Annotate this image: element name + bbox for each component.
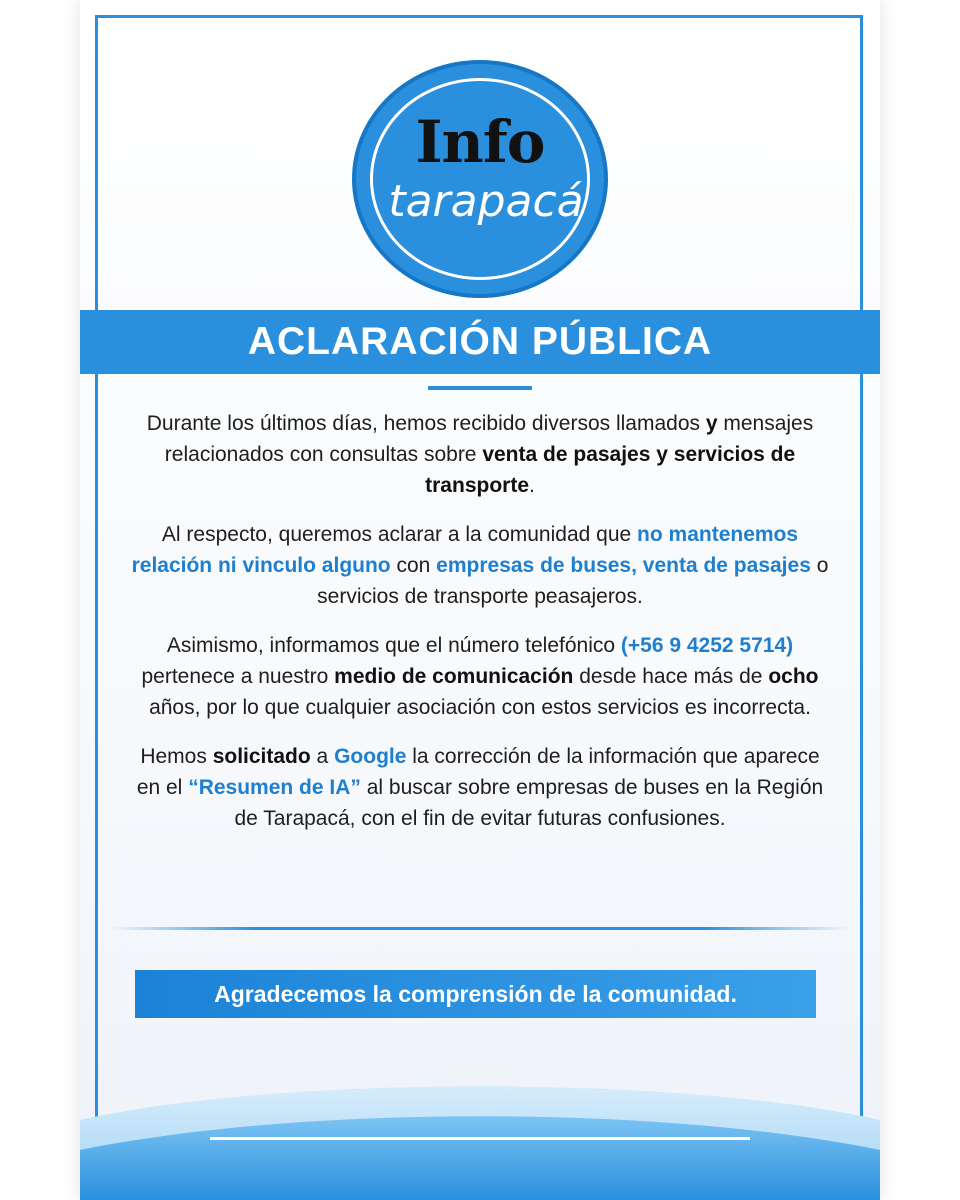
p2-text-1: Al respecto, queremos aclarar a la comunidad que xyxy=(161,523,638,546)
paragraph-4 xyxy=(130,741,830,834)
paragraph-1 xyxy=(130,408,830,501)
p1-bold-2: venta de pasajes y servicios de transporte xyxy=(425,443,796,497)
notice-body xyxy=(130,408,830,852)
p4-highlight-google: Google xyxy=(334,745,407,768)
p2-text-3: o servicios de transporte peasajeros. xyxy=(317,554,829,608)
p4-text-2: a xyxy=(310,745,335,768)
wave-highlight-line xyxy=(210,1137,750,1140)
p4-bold-1: solicitado xyxy=(212,745,311,768)
page-title: ACLARACIÓN PÚBLICA xyxy=(247,320,713,363)
p3-text-4: años, por lo que cualquier asociación con estos servicios es incorrecta. xyxy=(149,696,811,719)
p4-text-3: la corrección de la información que aparece en el xyxy=(136,745,820,799)
p4-text-4: al buscar sobre empresas de buses en la Región de Tarapacá, con el fin de evitar futuras confusiones. xyxy=(234,776,824,830)
p3-text-1: Asimismo, informamos que el número telefónico xyxy=(166,634,621,657)
p1-text-2: mensajes relacionados con consultas sobre xyxy=(164,412,814,466)
phone-number: (+56 9 4252 5714) xyxy=(620,634,794,657)
p1-text-3: . xyxy=(529,474,535,497)
p2-highlight-1: no mantenemos relación ni vinculo alguno xyxy=(131,523,799,577)
p3-bold-2: ocho xyxy=(768,665,819,688)
section-divider xyxy=(110,927,850,930)
thanks-banner: Agradecemos la comprensión de la comunidad. xyxy=(135,970,816,1018)
p3-text-2: pertenece a nuestro xyxy=(141,665,335,688)
p1-bold-1: y xyxy=(705,412,718,435)
paragraph-2 xyxy=(130,519,830,612)
p4-text-1: Hemos xyxy=(140,745,213,768)
bottom-wave-decoration xyxy=(80,1050,880,1200)
title-underline xyxy=(428,386,532,390)
p1-text-1: Durante los últimos días, hemos recibido diversos llamados xyxy=(146,412,706,435)
p4-highlight-ia: “Resumen de IA” xyxy=(188,776,361,799)
p3-bold-1: medio de comunicación xyxy=(334,665,574,688)
logo-tarapaca-text: tarapacá xyxy=(388,176,584,227)
info-tarapaca-logo xyxy=(352,60,608,298)
logo-info-text: Info xyxy=(415,108,545,176)
p3-text-3: desde hace más de xyxy=(573,665,769,688)
p2-highlight-2: empresas de buses, venta de pasajes xyxy=(436,554,811,577)
paragraph-3 xyxy=(130,630,830,723)
p2-text-2: con xyxy=(390,554,437,577)
